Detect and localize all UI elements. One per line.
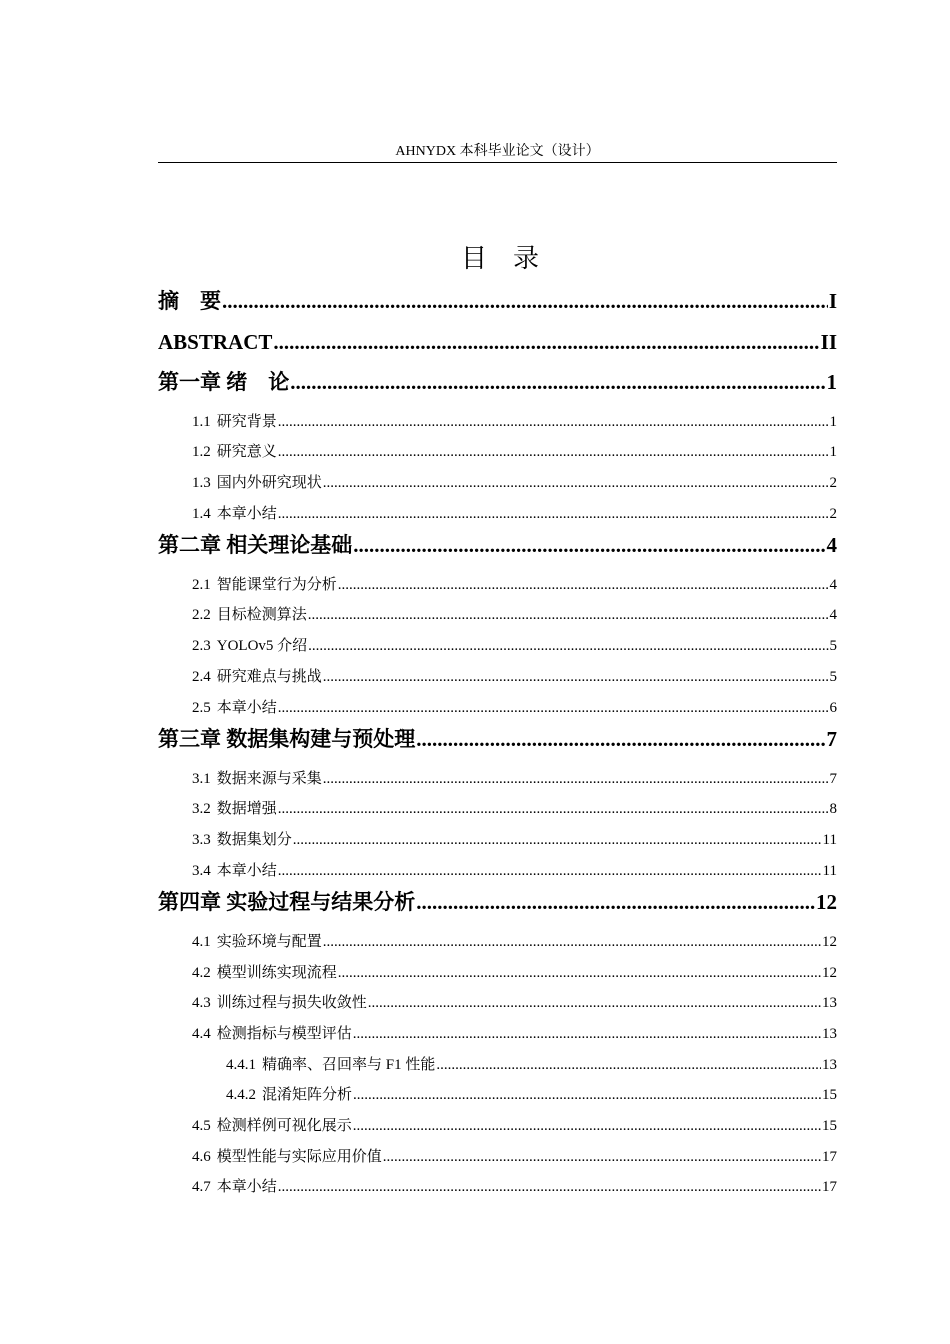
toc-entry-title: 第一章 绪 论: [158, 370, 290, 394]
table-of-contents: [158, 285, 837, 1203]
toc-entry-page: 4: [826, 533, 837, 558]
toc-dot-leader: [278, 794, 829, 824]
toc-entry[interactable]: [158, 1142, 837, 1173]
toc-entry[interactable]: [158, 662, 837, 693]
toc-entry-number: 4.4: [192, 1026, 211, 1042]
toc-entry[interactable]: [158, 886, 837, 927]
toc-entry-number: 1.4: [192, 505, 211, 522]
toc-entry[interactable]: [158, 958, 837, 989]
toc-entry[interactable]: [158, 794, 837, 825]
toc-entry-page: II: [820, 329, 837, 354]
toc-entry-number: 4.1: [192, 933, 211, 950]
toc-entry-label: [158, 366, 289, 398]
toc-entry-page: 13: [822, 1056, 837, 1073]
toc-entry-title: 数据集划分: [216, 832, 292, 849]
toc-entry-title: 目标检测算法: [216, 607, 307, 624]
toc-dot-leader: [323, 764, 829, 794]
toc-entry-number: 1.2: [192, 444, 211, 461]
toc-entry-label: [192, 468, 322, 498]
toc-entry[interactable]: [158, 468, 837, 499]
toc-entry[interactable]: [158, 1050, 837, 1081]
toc-entry-page: 13: [822, 995, 837, 1012]
toc-dot-leader: [273, 326, 819, 358]
toc-entry[interactable]: [158, 437, 837, 468]
toc-entry-title: 本章小结: [216, 862, 277, 879]
toc-entry-page: 1: [826, 370, 837, 394]
toc-dot-leader: [353, 1019, 821, 1049]
toc-entry[interactable]: [158, 1172, 837, 1203]
toc-entry-page: 5: [829, 638, 837, 655]
toc-dot-leader: [278, 693, 829, 723]
toc-entry-label: [158, 886, 415, 918]
toc-entry-title: ABSTRACT: [158, 329, 273, 354]
toc-dot-leader: [353, 1111, 821, 1141]
toc-entry[interactable]: [158, 499, 837, 530]
toc-dot-leader: [323, 468, 829, 498]
toc-entry-label: [192, 407, 277, 437]
toc-entry[interactable]: [158, 366, 837, 407]
toc-entry-number: 3.4: [192, 862, 211, 879]
toc-entry-title: 第二章 相关理论基础: [158, 533, 353, 558]
toc-entry-number: 4.5: [192, 1118, 211, 1135]
toc-entry[interactable]: [158, 1019, 837, 1050]
toc-entry-page: 15: [822, 1087, 837, 1104]
toc-dot-leader: [278, 1172, 821, 1202]
toc-entry-title: 检测指标与模型评估: [216, 1026, 352, 1042]
toc-entry[interactable]: [158, 825, 837, 856]
toc-entry-title: 本章小结: [216, 505, 277, 522]
toc-entry-page: 2: [829, 505, 837, 522]
toc-entry-number: 4.4.2: [226, 1087, 256, 1104]
toc-entry[interactable]: [158, 723, 837, 764]
toc-entry-title: 模型训练实现流程: [216, 964, 337, 981]
toc-entry-title: 实验环境与配置: [216, 933, 322, 950]
toc-entry-title: 混淆矩阵分析: [262, 1087, 353, 1104]
toc-entry-label: [158, 529, 352, 561]
toc-entry-label: [226, 1050, 435, 1080]
toc-entry[interactable]: [158, 1080, 837, 1111]
toc-entry-title: 训练过程与损失收敛性: [216, 995, 367, 1012]
toc-entry-page: 1: [829, 444, 837, 461]
toc-entry-label: [192, 1172, 277, 1202]
toc-entry[interactable]: [158, 693, 837, 724]
toc-entry-title: 智能课堂行为分析: [216, 576, 337, 593]
toc-entry-title: 研究意义: [216, 444, 277, 461]
toc-entry-label: [192, 764, 322, 794]
toc-entry[interactable]: [158, 856, 837, 887]
toc-entry-label: [192, 570, 337, 600]
toc-entry[interactable]: [158, 764, 837, 795]
toc-entry-number: 4.2: [192, 964, 211, 981]
toc-dot-leader: [416, 723, 825, 755]
toc-entry-page: 4: [829, 576, 837, 593]
toc-entry-label: [192, 825, 292, 855]
toc-entry-page: 15: [822, 1118, 837, 1135]
toc-entry-label: [192, 1111, 352, 1141]
toc-entry-number: 2.3: [192, 638, 211, 655]
toc-entry[interactable]: [158, 529, 837, 570]
toc-entry-number: 2.5: [192, 699, 211, 716]
toc-entry-title: 摘 要: [158, 289, 221, 313]
toc-entry-title: 检测样例可视化展示: [216, 1118, 352, 1135]
toc-entry-number: 3.1: [192, 770, 211, 787]
toc-entry-label: [192, 794, 277, 824]
toc-entry-title: 数据增强: [216, 801, 277, 818]
toc-entry-title: 研究难点与挑战: [216, 668, 322, 685]
toc-entry[interactable]: [158, 1111, 837, 1142]
toc-entry-label: [192, 927, 322, 957]
toc-entry-page: 1: [829, 413, 837, 430]
toc-entry-number: 1.1: [192, 413, 211, 430]
toc-entry-page: 8: [829, 801, 837, 818]
toc-entry-page: 17: [822, 1148, 837, 1165]
toc-entry-page: I: [828, 289, 837, 313]
toc-entry-number: 4.3: [192, 995, 211, 1012]
toc-entry[interactable]: [158, 927, 837, 958]
toc-entry[interactable]: [158, 570, 837, 601]
toc-entry[interactable]: [158, 988, 837, 1019]
toc-entry-title: 数据来源与采集: [216, 770, 322, 787]
toc-entry-label: [226, 1080, 352, 1110]
toc-entry[interactable]: [158, 631, 837, 662]
running-header: AHNYDX 本科毕业论文（设计）: [158, 143, 837, 163]
toc-entry-label: [192, 631, 307, 661]
toc-entry-label: [192, 437, 277, 467]
toc-entry-label: [192, 693, 277, 723]
toc-entry-page: 12: [816, 890, 837, 915]
toc-dot-leader: [278, 407, 829, 437]
toc-entry-number: 3.2: [192, 801, 211, 818]
toc-entry[interactable]: [158, 285, 837, 326]
toc-dot-leader: [308, 631, 828, 661]
toc-entry-page: 12: [822, 964, 837, 981]
toc-entry-label: [192, 662, 322, 692]
toc-entry-page: 11: [822, 832, 837, 849]
toc-dot-leader: [308, 600, 829, 630]
toc-dot-leader: [353, 529, 825, 561]
toc-entry[interactable]: [158, 407, 837, 438]
toc-entry-title: 研究背景: [216, 413, 277, 430]
toc-entry-title: 模型性能与实际应用价值: [216, 1148, 382, 1165]
toc-dot-leader: [278, 499, 829, 529]
toc-dot-leader: [222, 285, 828, 317]
toc-entry-title: 本章小结: [216, 699, 277, 716]
toc-entry-title: 精确率、召回率与 F1 性能: [262, 1056, 436, 1073]
toc-entry-page: 11: [822, 862, 837, 879]
toc-entry-page: 2: [829, 474, 837, 491]
toc-entry-title: 第三章 数据集构建与预处理: [158, 727, 416, 752]
toc-entry-title: 第四章 实验过程与结果分析: [158, 890, 416, 915]
toc-entry-label: [192, 988, 367, 1018]
toc-entry-number: 3.3: [192, 832, 211, 849]
toc-entry-label: [158, 326, 272, 358]
toc-entry-page: 7: [829, 770, 837, 787]
toc-entry-page: 6: [829, 699, 837, 716]
toc-entry-label: [192, 1019, 352, 1049]
toc-dot-leader: [323, 662, 829, 692]
toc-title: 目 录: [460, 244, 539, 273]
toc-entry[interactable]: [158, 600, 837, 631]
toc-dot-leader: [278, 856, 822, 886]
toc-dot-leader: [383, 1142, 821, 1172]
toc-entry-label: [192, 499, 277, 529]
toc-entry[interactable]: [158, 326, 837, 367]
toc-dot-leader: [338, 570, 829, 600]
toc-entry-page: 7: [826, 727, 837, 752]
toc-entry-page: 12: [822, 933, 837, 950]
toc-entry-number: 4.6: [192, 1148, 211, 1165]
toc-entry-label: [192, 600, 307, 630]
toc-entry-page: 5: [829, 668, 837, 685]
toc-dot-leader: [323, 927, 821, 957]
toc-entry-title: 本章小结: [216, 1179, 277, 1196]
toc-entry-page: 17: [822, 1179, 837, 1196]
toc-dot-leader: [293, 825, 822, 855]
toc-dot-leader: [338, 958, 821, 988]
toc-entry-number: 2.4: [192, 668, 211, 685]
toc-dot-leader: [436, 1050, 821, 1080]
toc-dot-leader: [290, 366, 825, 398]
toc-entry-title: YOLOv5 介绍: [216, 638, 308, 655]
toc-entry-number: 4.4.1: [226, 1056, 256, 1073]
toc-entry-number: 4.7: [192, 1179, 211, 1196]
toc-entry-page: 13: [822, 1026, 837, 1042]
toc-entry-label: [192, 958, 337, 988]
toc-dot-leader: [353, 1080, 821, 1110]
toc-entry-label: [158, 285, 221, 317]
toc-entry-number: 1.3: [192, 474, 211, 491]
toc-entry-label: [192, 856, 277, 886]
toc-entry-page: 4: [829, 607, 837, 624]
toc-entry-number: 2.2: [192, 607, 211, 624]
toc-entry-label: [192, 1142, 382, 1172]
toc-dot-leader: [278, 437, 829, 467]
toc-dot-leader: [416, 886, 815, 918]
toc-entry-label: [158, 723, 415, 755]
toc-dot-leader: [368, 988, 821, 1018]
toc-entry-number: 2.1: [192, 576, 211, 593]
toc-entry-title: 国内外研究现状: [216, 474, 322, 491]
